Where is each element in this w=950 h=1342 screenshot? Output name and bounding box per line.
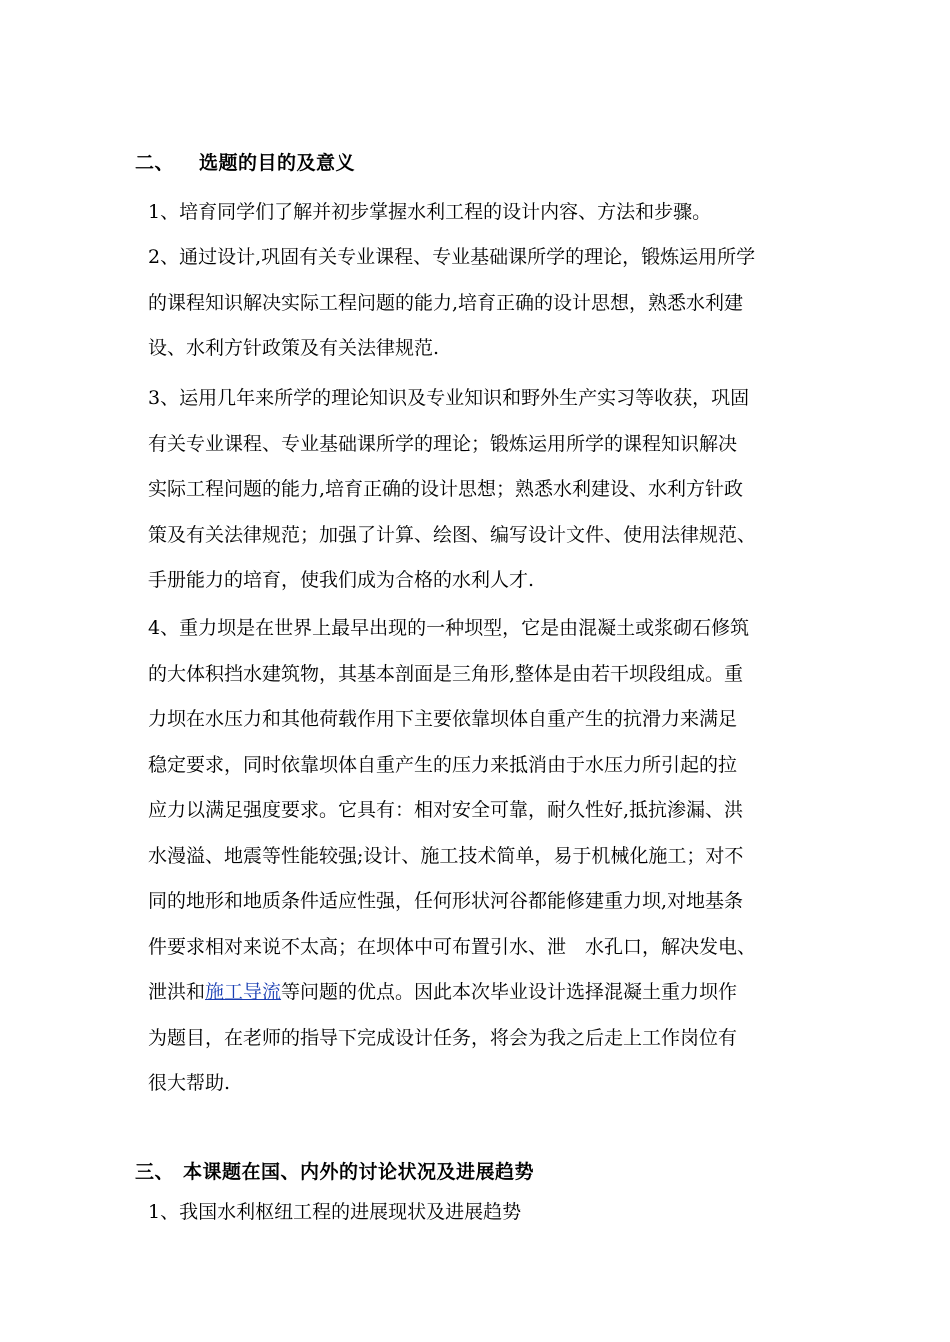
paragraph-line: 实际工程问题的能力,培育正确的设计思想；熟悉水利建设、水利方针政 — [148, 478, 744, 500]
paragraph-line: 1、我国水利枢纽工程的进展现状及进展趋势 — [148, 1201, 522, 1223]
construction-diversion-link[interactable]: 施工导流 — [205, 981, 282, 1003]
link-prefix-text: 泄洪和 — [148, 981, 206, 1003]
link-suffix-text: 等问题的优点。因此本次毕业设计选择混凝土重力坝作 — [281, 981, 738, 1003]
paragraph-line: 为题目，在老师的指导下完成设计任务，将会为我之后走上工作岗位有 — [148, 1026, 738, 1049]
paragraph-line: 水漫溢、地震等性能较强;设计、施工技术简单，易于机械化施工；对不 — [148, 844, 744, 867]
paragraph-line: 手册能力的培育，使我们成为合格的水利人才. — [148, 569, 535, 591]
section-2-title: 选题的目的及意义 — [199, 152, 356, 174]
paragraph-line: 策及有关法律规范；加强了计算、绘图、编写设计文件、使用法律规范、 — [148, 523, 757, 546]
section-3-title: 本课题在国、内外的讨论状况及进展趋势 — [183, 1161, 535, 1183]
paragraph-line-with-link — [148, 970, 858, 1016]
paragraph-line: 件要求相对来说不太高；在坝体中可布置引水、泄 水孔口，解决发电、 — [148, 935, 757, 958]
paragraph-item-4 — [148, 606, 858, 1107]
section-2-number: 二、 — [135, 152, 175, 174]
paragraph-line: 稳定要求，同时依靠坝体自重产生的压力来抵消由于水压力所引起的拉 — [148, 753, 738, 776]
paragraph-line: 设、水利方针政策及有关法律规范. — [148, 337, 440, 359]
paragraph-line: 有关专业课程、专业基础课所学的理论；锻炼运用所学的课程知识解决 — [148, 432, 738, 455]
section-2-heading — [135, 148, 355, 175]
paragraph-line: 很大帮助. — [148, 1072, 231, 1094]
paragraph-line: 的课程知识解决实际工程问题的能力,培育正确的设计思想，熟悉水利建 — [148, 291, 744, 314]
paragraph-line: 同的地形和地质条件适应性强，任何形状河谷都能修建重力坝,对地基条 — [148, 890, 744, 912]
paragraph-item-2 — [148, 235, 858, 372]
paragraph-line: 1、培育同学们了解并初步掌握水利工程的设计内容、方法和步骤。 — [148, 201, 712, 223]
paragraph-line: 力坝在水压力和其他荷载作用下主要依靠坝体自重产生的抗滑力来满足 — [148, 708, 738, 730]
section-3-number: 三、 — [135, 1161, 175, 1183]
paragraph-line: 应力以满足强度要求。它具有：相对安全可靠，耐久性好,抵抗渗漏、洪 — [148, 799, 744, 821]
paragraph-item-3 — [148, 376, 858, 604]
paragraph-section-3-item-1 — [148, 1190, 858, 1236]
paragraph-line: 2、通过设计,巩固有关专业课程、专业基础课所学的理论，锻炼运用所学 — [148, 246, 756, 268]
paragraph-line: 4、重力坝是在世界上最早出现的一种坝型，它是由混凝土或浆砌石修筑 — [148, 617, 750, 639]
paragraph-line: 3、运用几年来所学的理论知识及专业知识和野外生产实习等收获，巩固 — [148, 387, 750, 409]
paragraph-line: 的大体积挡水建筑物，其基本剖面是三角形,整体是由若干坝段组成。重 — [148, 662, 744, 685]
section-3-heading — [135, 1157, 534, 1184]
paragraph-item-1 — [148, 190, 858, 236]
